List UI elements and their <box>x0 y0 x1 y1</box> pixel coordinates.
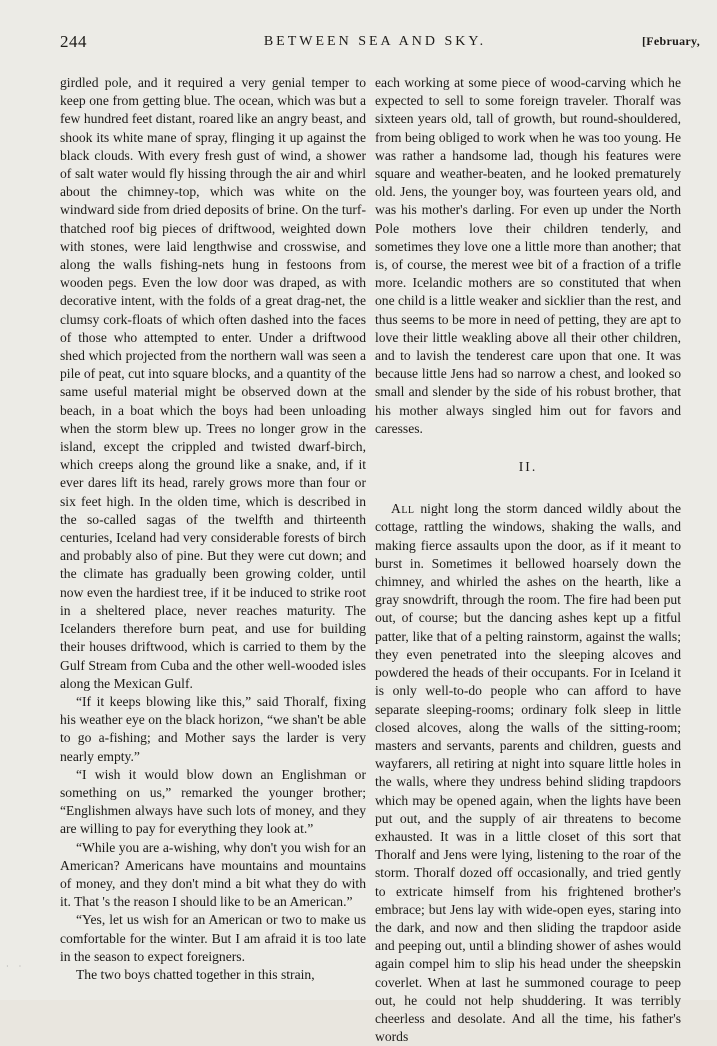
page-number: 244 <box>60 32 87 51</box>
paragraph: The two boys chatted together in this strain, <box>76 966 315 982</box>
paragraph: each working at some piece of wood-carving which he expected to sell to some foreign traveler. Thoralf was sixteen years old, tall of growth, but round-shouldered, from being obliged to work when he was too young. He was rather a handsome lad, though his features were square and weather-beaten, and he looked prematurely old. Jens, the younger boy, was fourteen years old, and was his mother's darling. For even up under the North Pole mothers love their children tenderly, and sometimes they love one a little more than another; that is, of course, the merest wee bit of a fraction of a trifle more. Icelandic mothers are so constituted that when one child is a little weaker and sicklier than the rest, and thus seems to be more in need of petting, they are apt to love their little weakling above all their other children, and to lavish the tenderest care upon that one. It was because little Jens had so narrow a chest, and looked so small and slender by the side of his robust brother, that his mother always singled him out for favors and caresses. <box>375 75 681 436</box>
right-column <box>375 74 681 1046</box>
paragraph <box>375 500 681 1046</box>
paragraph: “While you are a-wishing, why don't you wish for an American? Americans have mountains and mountains of money, and they don't mind a bit what they do with it. That 's the reason I should like to be an American.” <box>60 839 366 910</box>
paragraph: “Yes, let us wish for an American or two to make us comfortable for the winter. But I am afraid it is too late in the season to expect foreigners. <box>60 912 366 964</box>
paragraph: “I wish it would blow down an Englishman or something on us,” remarked the younger brother; “Englishmen always have such lots of money, and they are willing to pay for everything they look at.” <box>60 766 366 837</box>
section-number: II. <box>518 459 538 475</box>
running-title: BETWEEN SEA AND SKY. <box>263 34 487 49</box>
paragraph: girdled pole, and it required a very genial temper to keep one from getting blue. The ocean, which was but a few hundred feet distant, roared like an angry beast, and shook its white mane of spray, flinging it up against the black clouds. With every fresh gust of wind, a shower of salt water would fly hissing through the air and whirl about the chimney-top, which was white on the windward side from dried deposits of brine. On the turf-thatched roof big pieces of driftwood, weighted down with stones, were laid lengthwise and crosswise, and along the walls fishing-nets hung in festoons from wooden pegs. Even the low door was draped, as with decorative intent, with the folds of a great drag-net, the clumsy cork-floats of which often dashed into the faces of those who attempted to enter. Under a driftwood shed which projected from the northern wall was seen a pile of peat, cut into square blocks, and a quantity of the same useful material might be observed down at the beach, in a boat which the boys had been unloading when the storm blew up. Trees no longer grow in the island, except the crippled and twisted dwarf-birch, which creeps along the ground like a snake, and, if it ever dares lift its head, rarely grows more than four or six feet high. In the olden time, which is described in the so-called sagas of the twelfth and thirteenth centuries, Iceland had very considerable forests of birch and probably also of pine. But they were cut down; and the climate has gradually been growing colder, until now even the hardiest tree, if it be induced to strike root in a sheltered place, never reaches maturity. The Icelanders therefore burn peat, and use for building their houses driftwood, which is carried to them by the Gulf Stream from Cuba and the other well-wooded isles along the Mexican Gulf. <box>60 75 366 691</box>
paragraph: “If it keeps blowing like this,” said Thoralf, fixing his weather eye on the black horizon, “we shan't be able to go a-fishing; and Mother says the larder is very nearly empty.” <box>60 693 366 764</box>
paragraph-body: night long the storm danced wildly about the cottage, rattling the windows, shaking the walls, and making fierce assaults upon the door, as if it meant to burst in. Sometimes it bellowed hoarsely down the chimney, and whirled the ashes on the hearth, like a gray snowdrift, through the room. The fire had been put out, of course; but the dancing ashes kept up a fitful patter, like that of a pelting rainstorm, against the walls; they even penetrated into the sleeping alcoves and powdered the heads of their occupants. For in Iceland it is only well-to-do people who can afford to have separate sleeping-rooms; ordinary folk sleep in little closed alcoves, along the walls of the sitting-room; masters and servants, parents and children, guests and wayfarers, all retiring at night into square little holes in the walls, where they undress behind sliding trapdoors which may be opened again, when the lights have been put out, and the supply of air threatens to become exhausted. It was in a little closet of this sort that Thoralf and Jens were lying, listening to the roar of the storm. Thoralf dozed off occasionally, and tried gently to extricate himself from his frightened brother's embrace; but Jens lay with wide-open eyes, staring into the dark, and now and then sliding the trapdoor aside and peeping out, until a blinding shower of ashes would again compel him to slip his head under the sheepskin coverlet. When at last he summoned courage to peep out, he could not help shuddering. It was terribly cheerless and desolate. And all the time, his father's words <box>375 501 681 1045</box>
lead-words: All <box>391 501 415 517</box>
header-month: [February, <box>642 34 700 48</box>
margin-specks: · · <box>6 962 26 971</box>
page-header <box>60 32 700 56</box>
left-column <box>60 74 366 984</box>
